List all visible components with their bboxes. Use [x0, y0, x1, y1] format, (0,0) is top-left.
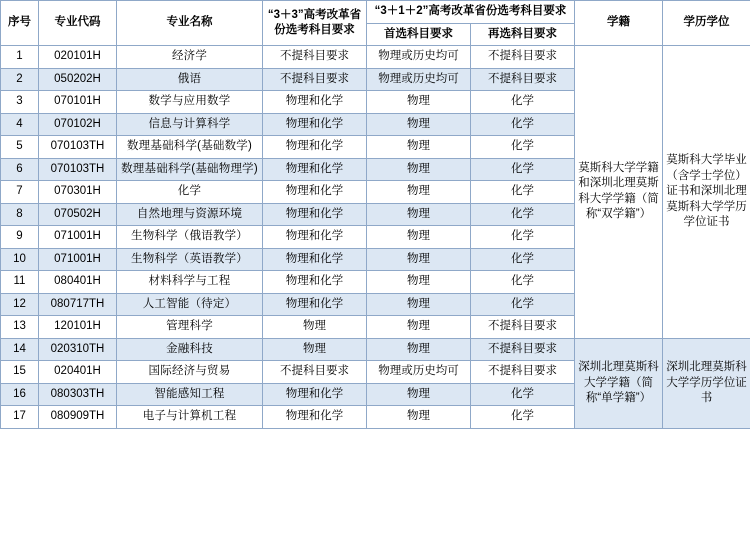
row-major-code: 020401H	[39, 361, 117, 384]
row-gaokao-33: 物理和化学	[263, 158, 367, 181]
row-gaokao-33: 物理	[263, 338, 367, 361]
header-gaokao-312: “3＋1＋2”高考改革省份选考科目要求	[367, 1, 575, 24]
row-seq: 2	[1, 68, 39, 91]
row-second-subject: 化学	[471, 406, 575, 429]
row-seq: 11	[1, 271, 39, 294]
row-first-subject: 物理或历史均可	[367, 361, 471, 384]
header-gaokao-33: “3＋3”高考改革省份选考科目要求	[263, 1, 367, 46]
table-row	[1, 46, 750, 69]
row-seq: 17	[1, 406, 39, 429]
row-student-status: 莫斯科大学学籍和深圳北理莫斯科大学学籍（简称“双学籍”）	[575, 46, 663, 339]
row-first-subject: 物理	[367, 158, 471, 181]
row-first-subject: 物理	[367, 91, 471, 114]
row-seq: 8	[1, 203, 39, 226]
row-major-name: 自然地理与资源环境	[117, 203, 263, 226]
row-seq: 3	[1, 91, 39, 114]
header-degree: 学历学位	[663, 1, 750, 46]
header-major-name: 专业名称	[117, 1, 263, 46]
row-second-subject: 化学	[471, 158, 575, 181]
row-major-code: 070103TH	[39, 136, 117, 159]
row-major-name: 经济学	[117, 46, 263, 69]
row-major-code: 020101H	[39, 46, 117, 69]
row-first-subject: 物理	[367, 316, 471, 339]
row-seq: 16	[1, 383, 39, 406]
row-second-subject: 化学	[471, 248, 575, 271]
row-second-subject: 不提科目要求	[471, 46, 575, 69]
row-gaokao-33: 物理和化学	[263, 226, 367, 249]
row-second-subject: 化学	[471, 136, 575, 159]
row-major-name: 管理科学	[117, 316, 263, 339]
row-major-name: 生物科学（俄语教学）	[117, 226, 263, 249]
row-major-code: 070101H	[39, 91, 117, 114]
header-seq: 序号	[1, 1, 39, 46]
table-header	[1, 1, 750, 46]
row-major-code: 120101H	[39, 316, 117, 339]
row-seq: 14	[1, 338, 39, 361]
row-second-subject: 不提科目要求	[471, 338, 575, 361]
row-major-code: 070102H	[39, 113, 117, 136]
row-second-subject: 化学	[471, 226, 575, 249]
row-gaokao-33: 物理	[263, 316, 367, 339]
row-gaokao-33: 不提科目要求	[263, 46, 367, 69]
header-first-subject: 首选科目要求	[367, 23, 471, 46]
row-major-name: 数理基础科学(基础数学)	[117, 136, 263, 159]
row-major-code: 071001H	[39, 226, 117, 249]
row-major-name: 材料科学与工程	[117, 271, 263, 294]
row-seq: 5	[1, 136, 39, 159]
row-major-name: 金融科技	[117, 338, 263, 361]
row-gaokao-33: 物理和化学	[263, 136, 367, 159]
row-seq: 12	[1, 293, 39, 316]
row-student-status: 深圳北理莫斯科大学学籍（简称“单学籍”）	[575, 338, 663, 428]
row-major-code: 080303TH	[39, 383, 117, 406]
row-seq: 6	[1, 158, 39, 181]
row-gaokao-33: 物理和化学	[263, 248, 367, 271]
row-second-subject: 化学	[471, 113, 575, 136]
row-major-name: 国际经济与贸易	[117, 361, 263, 384]
row-major-code: 071001H	[39, 248, 117, 271]
row-gaokao-33: 不提科目要求	[263, 361, 367, 384]
header-second-subject: 再选科目要求	[471, 23, 575, 46]
row-major-name: 数学与应用数学	[117, 91, 263, 114]
row-major-name: 人工智能（待定）	[117, 293, 263, 316]
row-gaokao-33: 物理和化学	[263, 383, 367, 406]
row-first-subject: 物理	[367, 271, 471, 294]
row-second-subject: 化学	[471, 91, 575, 114]
row-major-code: 070301H	[39, 181, 117, 204]
row-first-subject: 物理	[367, 248, 471, 271]
table-row	[1, 338, 750, 361]
table-body	[1, 46, 750, 429]
row-gaokao-33: 物理和化学	[263, 271, 367, 294]
row-major-name: 生物科学（英语教学）	[117, 248, 263, 271]
row-major-code: 080909TH	[39, 406, 117, 429]
row-gaokao-33: 物理和化学	[263, 406, 367, 429]
row-first-subject: 物理	[367, 136, 471, 159]
row-gaokao-33: 物理和化学	[263, 293, 367, 316]
row-seq: 7	[1, 181, 39, 204]
row-degree: 深圳北理莫斯科大学学历学位证书	[663, 338, 750, 428]
row-seq: 15	[1, 361, 39, 384]
row-major-code: 070502H	[39, 203, 117, 226]
row-second-subject: 不提科目要求	[471, 316, 575, 339]
row-first-subject: 物理	[367, 113, 471, 136]
row-major-code: 070103TH	[39, 158, 117, 181]
row-first-subject: 物理或历史均可	[367, 68, 471, 91]
row-gaokao-33: 物理和化学	[263, 181, 367, 204]
row-first-subject: 物理	[367, 181, 471, 204]
row-seq: 10	[1, 248, 39, 271]
row-major-name: 俄语	[117, 68, 263, 91]
row-gaokao-33: 物理和化学	[263, 113, 367, 136]
row-gaokao-33: 不提科目要求	[263, 68, 367, 91]
row-major-name: 电子与计算机工程	[117, 406, 263, 429]
row-second-subject: 化学	[471, 181, 575, 204]
row-first-subject: 物理	[367, 406, 471, 429]
row-major-code: 020310TH	[39, 338, 117, 361]
row-seq: 9	[1, 226, 39, 249]
row-seq: 4	[1, 113, 39, 136]
row-first-subject: 物理	[367, 293, 471, 316]
row-second-subject: 化学	[471, 203, 575, 226]
row-second-subject: 化学	[471, 293, 575, 316]
header-student-status: 学籍	[575, 1, 663, 46]
row-major-code: 080717TH	[39, 293, 117, 316]
row-first-subject: 物理或历史均可	[367, 46, 471, 69]
row-second-subject: 不提科目要求	[471, 68, 575, 91]
row-first-subject: 物理	[367, 203, 471, 226]
header-major-code: 专业代码	[39, 1, 117, 46]
row-major-code: 050202H	[39, 68, 117, 91]
row-degree: 莫斯科大学毕业（含学士学位）证书和深圳北理莫斯科大学学历学位证书	[663, 46, 750, 339]
row-second-subject: 化学	[471, 271, 575, 294]
row-gaokao-33: 物理和化学	[263, 91, 367, 114]
row-first-subject: 物理	[367, 226, 471, 249]
row-major-name: 智能感知工程	[117, 383, 263, 406]
row-first-subject: 物理	[367, 383, 471, 406]
row-second-subject: 不提科目要求	[471, 361, 575, 384]
row-major-code: 080401H	[39, 271, 117, 294]
row-seq: 1	[1, 46, 39, 69]
row-major-name: 数理基础科学(基础物理学)	[117, 158, 263, 181]
row-seq: 13	[1, 316, 39, 339]
row-major-name: 化学	[117, 181, 263, 204]
row-major-name: 信息与计算科学	[117, 113, 263, 136]
row-first-subject: 物理	[367, 338, 471, 361]
row-second-subject: 化学	[471, 383, 575, 406]
row-gaokao-33: 物理和化学	[263, 203, 367, 226]
